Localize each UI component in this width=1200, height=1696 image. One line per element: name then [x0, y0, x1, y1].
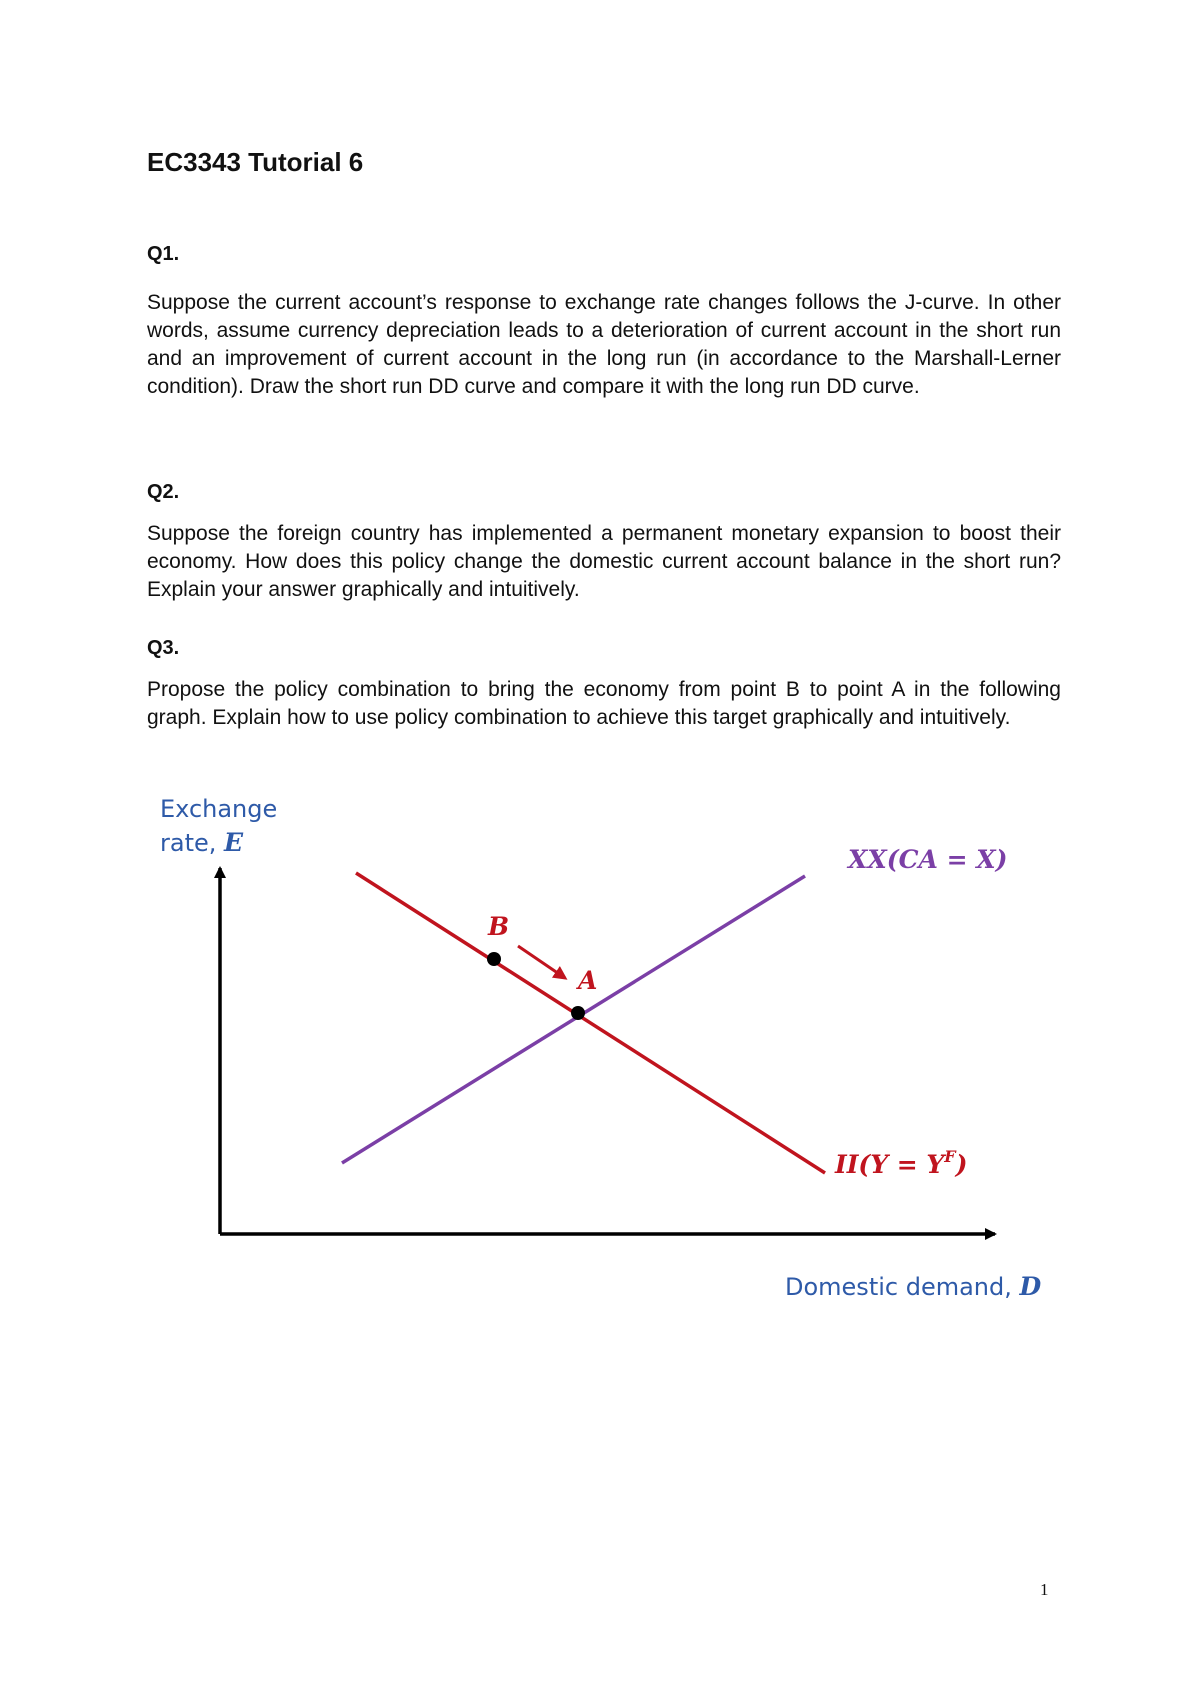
question-2-text: Suppose the foreign country has implemented a permanent monetary expansion to boost their economy. How does this policy change the domestic current account balance in the short run? Explain your answer graphically and intuitively.: [147, 522, 1061, 601]
point-a-dot: [571, 1006, 585, 1020]
question-3-text: Propose the policy combination to bring the economy from point B to point A in the following graph. Explain how to use policy combination to achieve this target graphically and intuitively.: [147, 678, 1061, 729]
dd-aa-diagram: [140, 790, 1070, 1310]
y-axis-symbol: E: [224, 828, 244, 857]
question-1-text: Suppose the current account’s response to exchange rate changes follows the J-curve. In other words, assume currency depreciation leads to a deterioration of current account in the short run and an improvement of current account in the long run (in accordance to the Marshall-Lerner condition). Draw the short run DD curve and compare it with the long run DD curve.: [147, 291, 1061, 398]
xx-curve: [342, 876, 805, 1163]
y-axis-label-line2: rate, E: [160, 828, 244, 857]
point-a-label: A: [578, 966, 598, 995]
diagram-svg: [140, 790, 1070, 1310]
document-title: EC3343 Tutorial 6: [147, 147, 364, 177]
b-to-a-arrow: [518, 946, 565, 978]
y-axis-label-line1: Exchange: [160, 795, 278, 823]
point-b-label: B: [488, 912, 510, 941]
xx-curve-label: XX(CA = X): [848, 845, 1008, 874]
question-2-label: Q2.: [147, 481, 180, 503]
point-b-dot: [487, 952, 501, 966]
ii-curve-label: $II(Y = Y^F)$: [835, 1147, 968, 1179]
x-axis-symbol: D: [1019, 1272, 1042, 1301]
x-axis-label: Domestic demand, D: [785, 1272, 1042, 1301]
ii-curve: [356, 873, 825, 1173]
question-3-label: Q3.: [147, 637, 180, 659]
page-number: 1: [1040, 1580, 1049, 1599]
question-1-label: Q1.: [147, 243, 180, 265]
